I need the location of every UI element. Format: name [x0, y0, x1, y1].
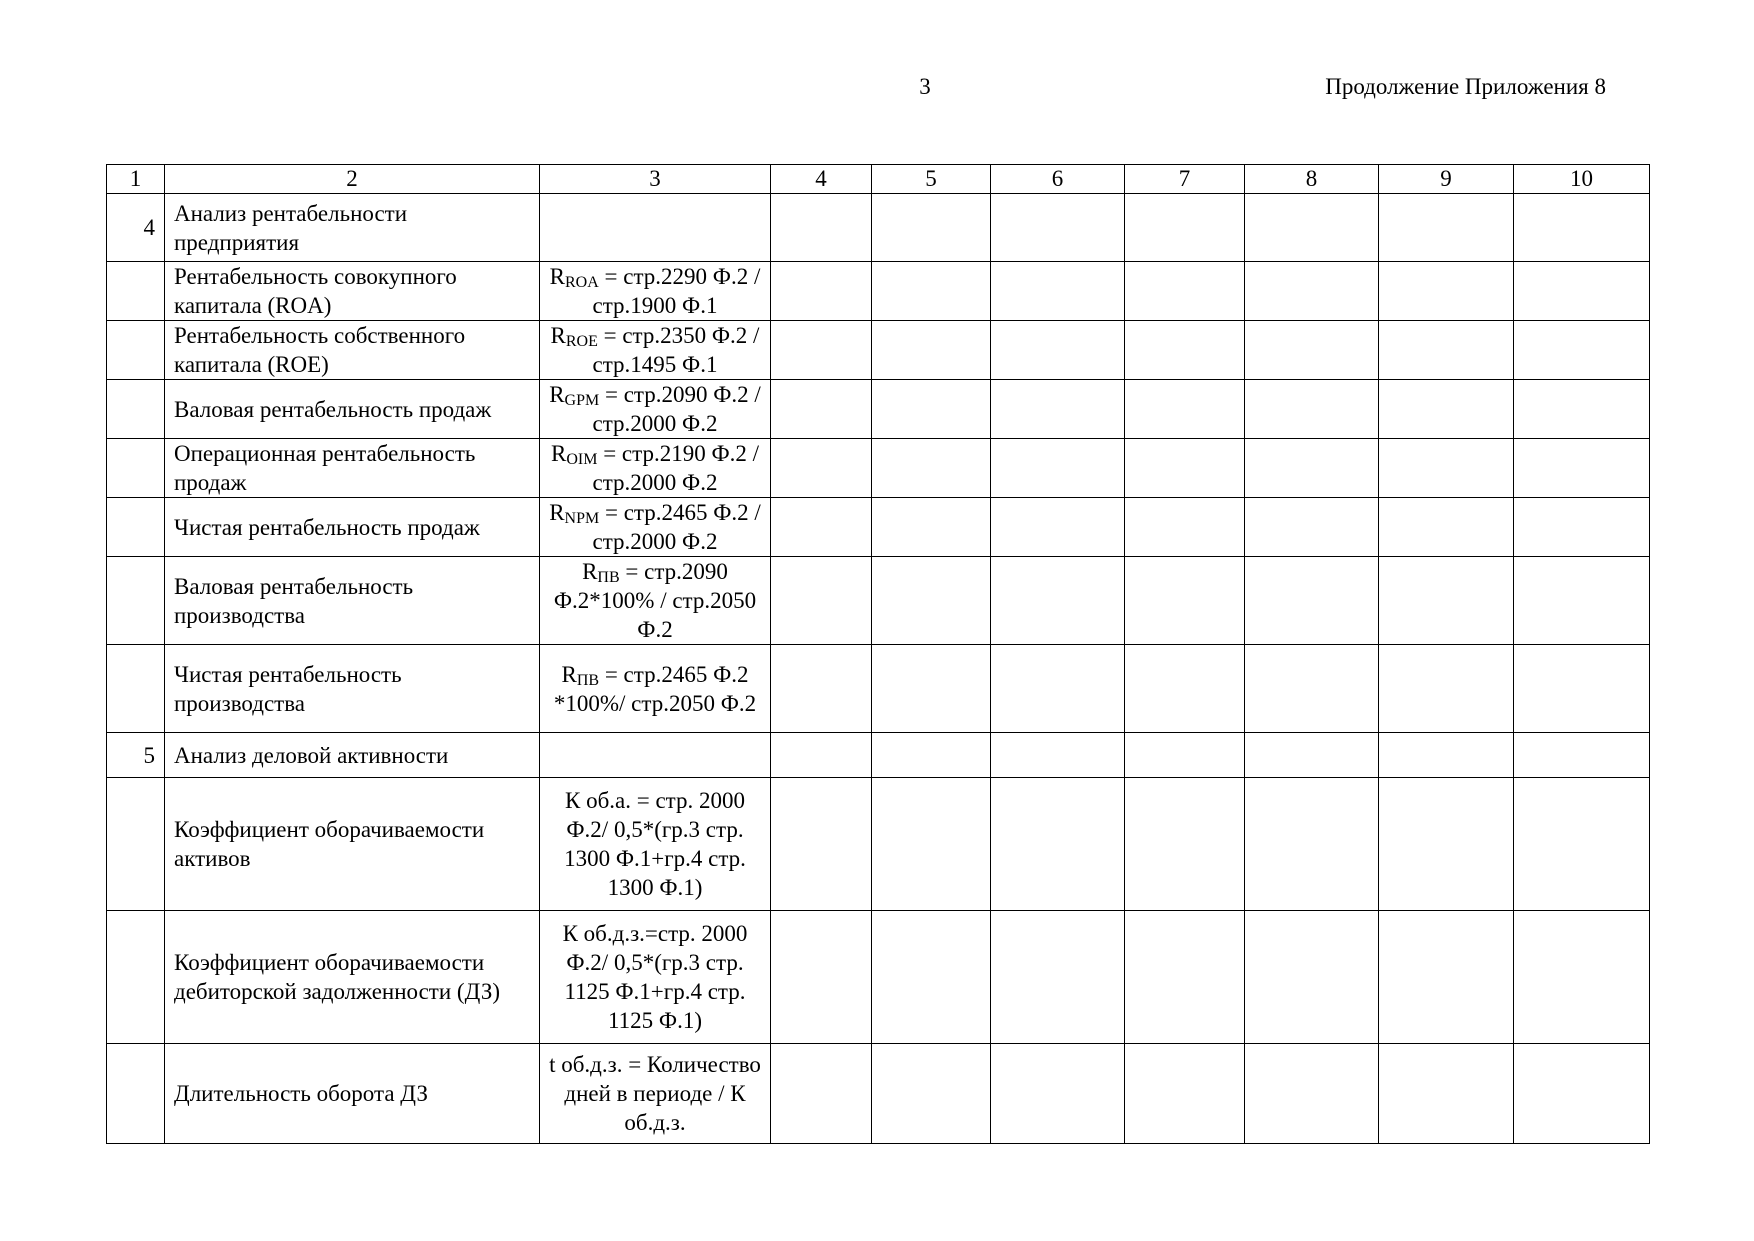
formula-cell: К об.а. = стр. 2000 Ф.2/ 0,5*(гр.3 стр. 1300 Ф.1+гр.4 стр. 1300 Ф.1) [540, 778, 771, 911]
value-cell [872, 557, 991, 645]
indicator-name: Рентабельность собственного капитала (ROE) [165, 321, 540, 380]
value-cell [1125, 262, 1245, 321]
formula-index: ROE [565, 333, 598, 350]
indicator-name: Чистая рентабельность производства [165, 645, 540, 733]
indicator-name: Рентабельность совокупного капитала (ROA) [165, 262, 540, 321]
formula-text: = стр.2465 Ф.2 *100%/ стр.2050 Ф.2 [553, 661, 757, 716]
appendix-label: Продолжение Приложения 8 [1325, 74, 1606, 99]
page-number: 3 [919, 74, 931, 99]
value-cell [771, 194, 872, 262]
indicator-name: Анализ деловой активности [165, 733, 540, 778]
row-number [107, 1044, 165, 1144]
formula-cell [540, 557, 771, 645]
formula-symbol: R [549, 500, 565, 525]
formula-symbol: R [549, 382, 565, 407]
value-cell [1379, 733, 1514, 778]
value-cell [1379, 645, 1514, 733]
value-cell [1125, 733, 1245, 778]
value-cell [771, 321, 872, 380]
value-cell [872, 498, 991, 557]
value-cell [1514, 380, 1650, 439]
value-cell [1514, 498, 1650, 557]
value-cell [991, 557, 1125, 645]
formula-symbol: R [550, 441, 567, 466]
value-cell [1125, 321, 1245, 380]
row-number: 4 [107, 194, 165, 262]
value-cell [872, 778, 991, 911]
value-cell [1379, 778, 1514, 911]
table-row [107, 1044, 1650, 1144]
value-cell [991, 380, 1125, 439]
value-cell [1245, 262, 1379, 321]
value-cell [1514, 911, 1650, 1044]
row-number [107, 778, 165, 911]
formula-cell [540, 262, 771, 321]
value-cell [1514, 194, 1650, 262]
row-number [107, 262, 165, 321]
table-row [107, 778, 1650, 911]
value-cell [1379, 194, 1514, 262]
row-number: 5 [107, 733, 165, 778]
value-cell [1245, 321, 1379, 380]
column-header: 5 [872, 165, 991, 194]
formula-cell [540, 645, 771, 733]
value-cell [771, 439, 872, 498]
value-cell [771, 380, 872, 439]
row-number [107, 911, 165, 1044]
value-cell [1125, 194, 1245, 262]
formula-index: GPM [564, 392, 600, 409]
formula-text: = стр.2190 Ф.2 / стр.2000 Ф.2 [592, 441, 760, 495]
formula-text: = стр.2090 Ф.2*100% / стр.2050 Ф.2 [553, 559, 757, 642]
value-cell [872, 380, 991, 439]
value-cell [771, 778, 872, 911]
value-cell [1514, 778, 1650, 911]
table-row [107, 262, 1650, 321]
value-cell [1514, 262, 1650, 321]
column-header: 2 [165, 165, 540, 194]
row-number [107, 439, 165, 498]
value-cell [1514, 321, 1650, 380]
table-row [107, 498, 1650, 557]
column-header: 1 [107, 165, 165, 194]
table-row [107, 733, 1650, 778]
value-cell [1245, 778, 1379, 911]
value-cell [1125, 778, 1245, 911]
value-cell [991, 1044, 1125, 1144]
indicator-name: Чистая рентабельность продаж [165, 498, 540, 557]
value-cell [1514, 733, 1650, 778]
formula-cell [540, 439, 771, 498]
formula-text: = стр.2290 Ф.2 / стр.1900 Ф.1 [592, 264, 761, 318]
indicator-name: Валовая рентабельность производства [165, 557, 540, 645]
formula-cell [540, 498, 771, 557]
indicator-name: Коэффициент оборачиваемости дебиторской задолженности (ДЗ) [165, 911, 540, 1044]
value-cell [1379, 380, 1514, 439]
value-cell [991, 911, 1125, 1044]
column-header: 9 [1379, 165, 1514, 194]
formula-index: NPM [564, 510, 600, 527]
formula-index: OIM [566, 451, 598, 468]
indicator-name: Валовая рентабельность продаж [165, 380, 540, 439]
value-cell [1379, 1044, 1514, 1144]
formula-cell [540, 321, 771, 380]
value-cell [771, 645, 872, 733]
formula-index: ПВ [576, 671, 600, 689]
value-cell [991, 321, 1125, 380]
table-row [107, 321, 1650, 380]
main-table [106, 164, 1650, 1144]
formula-symbol: R [582, 559, 598, 584]
column-header: 3 [540, 165, 771, 194]
value-cell [771, 1044, 872, 1144]
value-cell [771, 557, 872, 645]
table-row [107, 645, 1650, 733]
value-cell [872, 645, 991, 733]
value-cell [1125, 1044, 1245, 1144]
value-cell [1125, 557, 1245, 645]
table-row [107, 380, 1650, 439]
value-cell [1514, 1044, 1650, 1144]
value-cell [872, 733, 991, 778]
formula-cell [540, 194, 771, 262]
indicator-name: Коэффициент оборачиваемости активов [165, 778, 540, 911]
value-cell [991, 498, 1125, 557]
value-cell [872, 194, 991, 262]
value-cell [872, 321, 991, 380]
column-header: 6 [991, 165, 1125, 194]
value-cell [1125, 439, 1245, 498]
value-cell [1379, 557, 1514, 645]
value-cell [1514, 439, 1650, 498]
value-cell [991, 262, 1125, 321]
row-number [107, 557, 165, 645]
indicator-name: Анализ рентабельности предприятия [165, 194, 540, 262]
formula-cell [540, 733, 771, 778]
row-number [107, 380, 165, 439]
row-number [107, 645, 165, 733]
value-cell [1125, 498, 1245, 557]
value-cell [872, 439, 991, 498]
value-cell [1379, 911, 1514, 1044]
value-cell [872, 262, 991, 321]
formula-cell [540, 380, 771, 439]
indicator-name: Операционная рентабельность продаж [165, 439, 540, 498]
value-cell [1245, 194, 1379, 262]
value-cell [771, 262, 872, 321]
value-cell [1379, 321, 1514, 380]
value-cell [1245, 911, 1379, 1044]
indicator-name: Длительность оборота ДЗ [165, 1044, 540, 1144]
table-header-row [107, 165, 1650, 194]
formula-cell: t об.д.з. = Количество дней в периоде / К об.д.з. [540, 1044, 771, 1144]
formula-index: ROA [564, 274, 599, 291]
table-row [107, 557, 1650, 645]
formula-cell: К об.д.з.=стр. 2000 Ф.2/ 0,5*(гр.3 стр. 1125 Ф.1+гр.4 стр. 1125 Ф.1) [540, 911, 771, 1044]
table-row [107, 911, 1650, 1044]
column-header: 10 [1514, 165, 1650, 194]
formula-symbol: R [549, 264, 565, 289]
value-cell [1245, 645, 1379, 733]
column-header: 7 [1125, 165, 1245, 194]
value-cell [1514, 557, 1650, 645]
value-cell [1245, 557, 1379, 645]
value-cell [771, 911, 872, 1044]
value-cell [1245, 439, 1379, 498]
formula-text: = стр.2465 Ф.2 / стр.2000 Ф.2 [592, 500, 761, 554]
formula-index: ПВ [597, 569, 620, 586]
value-cell [872, 1044, 991, 1144]
row-number [107, 321, 165, 380]
value-cell [991, 778, 1125, 911]
value-cell [872, 911, 991, 1044]
value-cell [991, 645, 1125, 733]
value-cell [1245, 380, 1379, 439]
formula-symbol: R [561, 661, 577, 687]
formula-text: = стр.2090 Ф.2 / стр.2000 Ф.2 [592, 382, 761, 436]
formula-symbol: R [550, 323, 566, 348]
column-header: 8 [1245, 165, 1379, 194]
value-cell [1514, 645, 1650, 733]
value-cell [1125, 380, 1245, 439]
value-cell [1379, 262, 1514, 321]
value-cell [1125, 911, 1245, 1044]
formula-text: = стр.2350 Ф.2 / стр.1495 Ф.1 [592, 323, 760, 377]
value-cell [991, 439, 1125, 498]
column-header: 4 [771, 165, 872, 194]
table-row [107, 194, 1650, 262]
value-cell [991, 194, 1125, 262]
value-cell [771, 733, 872, 778]
value-cell [1379, 498, 1514, 557]
value-cell [991, 733, 1125, 778]
row-number [107, 498, 165, 557]
value-cell [1245, 733, 1379, 778]
value-cell [1245, 1044, 1379, 1144]
value-cell [1125, 645, 1245, 733]
value-cell [1379, 439, 1514, 498]
value-cell [771, 498, 872, 557]
table-row [107, 439, 1650, 498]
value-cell [1245, 498, 1379, 557]
